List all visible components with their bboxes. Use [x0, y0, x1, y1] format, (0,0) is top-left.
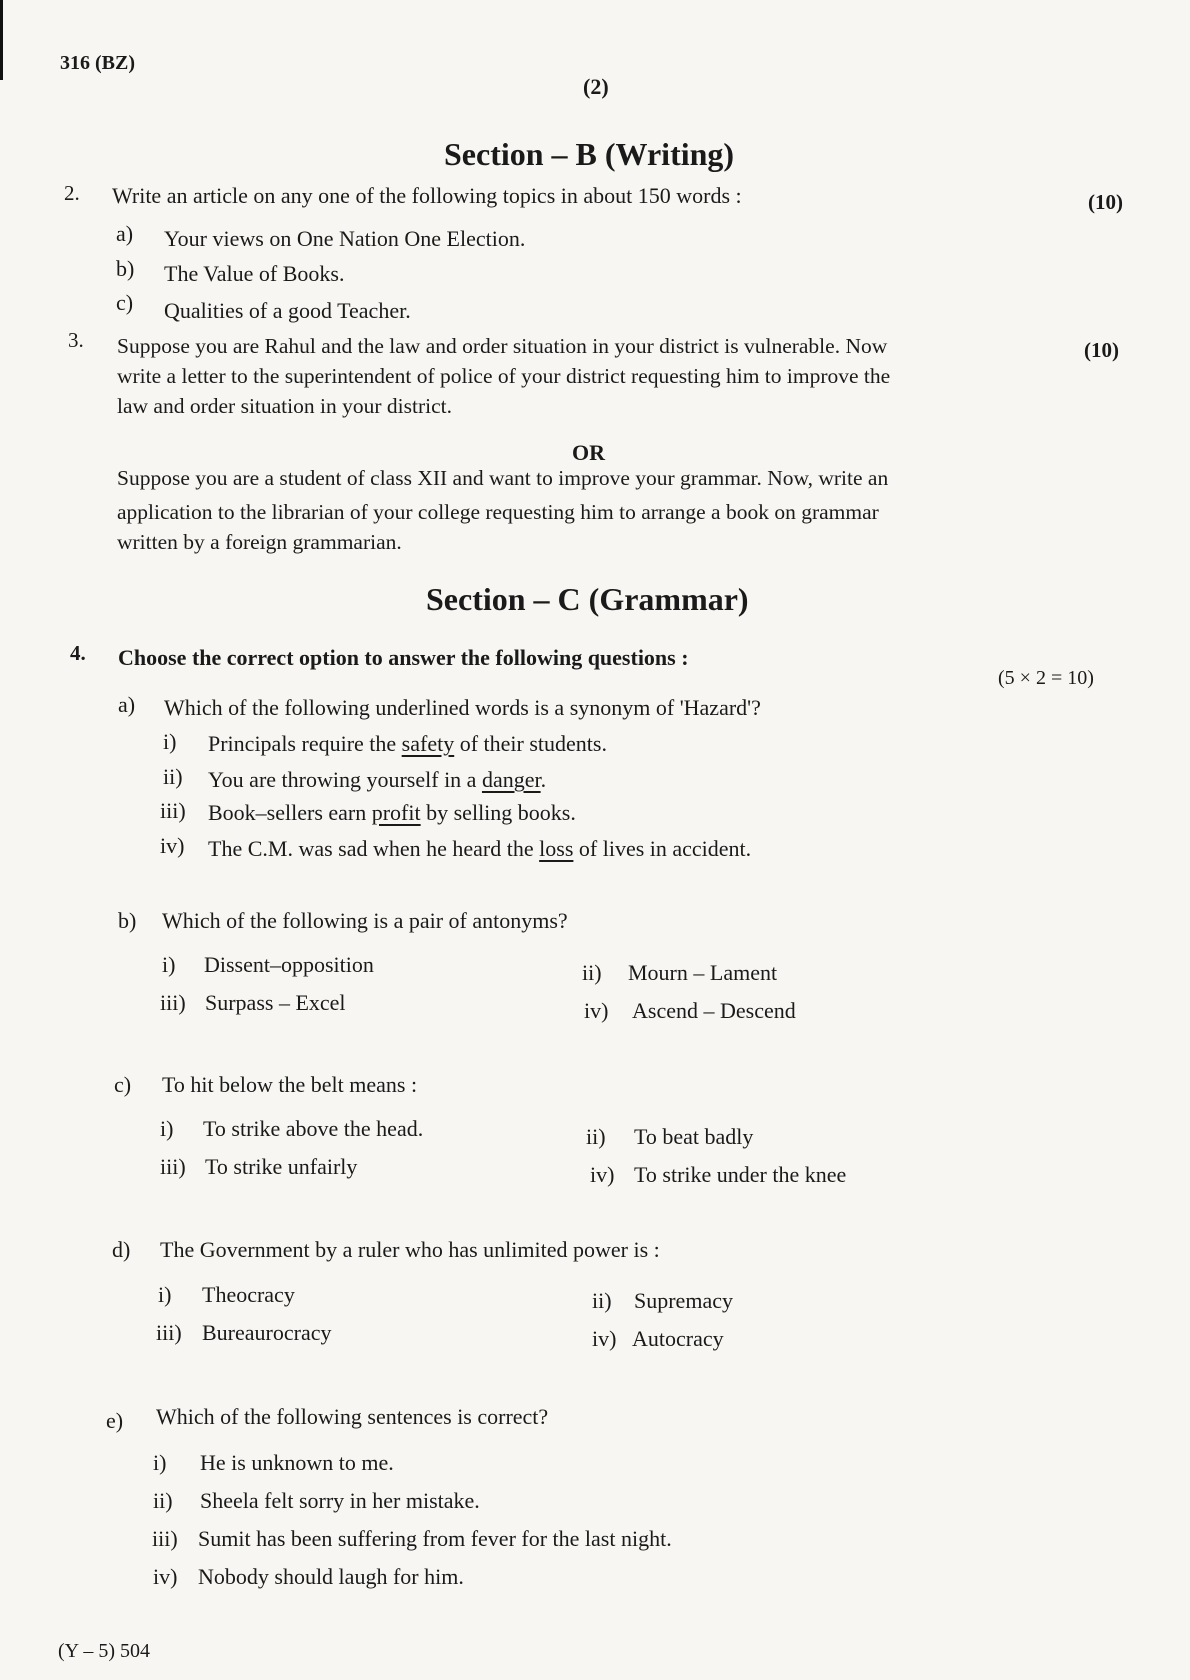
q2-number: 2. — [64, 181, 80, 205]
q2-text: Write an article on any one of the following topics in about 150 words : — [112, 183, 742, 208]
option-text: The C.M. was sad when he heard the — [208, 836, 534, 861]
q4e-option-label: i) — [153, 1450, 167, 1475]
footer-code: (Y – 5) 504 — [58, 1640, 151, 1662]
q2-option-text: The Value of Books. — [164, 261, 345, 286]
page-number: (2) — [583, 74, 609, 99]
q4b-option-text: Surpass – Excel — [205, 990, 346, 1015]
q2-option-label: c) — [116, 290, 134, 315]
q4a-option — [208, 731, 607, 757]
q4e-option-text: Sheela felt sorry in her mistake. — [200, 1488, 480, 1513]
q4b-option-label: iv) — [584, 998, 609, 1023]
q4b-option-label: iii) — [160, 990, 186, 1015]
q4d-option-label: iv) — [592, 1326, 617, 1351]
q4d-option-text: Theocracy — [202, 1282, 295, 1307]
q4a-text: Which of the following underlined words is a synonym of 'Hazard'? — [164, 695, 761, 720]
q4c-label: c) — [114, 1072, 132, 1097]
q4d-option-text: Bureaurocracy — [202, 1320, 332, 1345]
q4a-option-label: i) — [163, 729, 177, 754]
q4e-option-text: Nobody should laugh for him. — [198, 1564, 464, 1589]
q4d-option-label: iii) — [156, 1320, 182, 1345]
q4c-option-label: iv) — [590, 1162, 615, 1187]
q4d-label: d) — [112, 1237, 131, 1262]
q4-number: 4. — [70, 641, 86, 665]
option-text: Principals require the — [208, 731, 397, 756]
section-b-title: Section – B (Writing) — [444, 136, 735, 172]
q4c-option-text: To strike above the head. — [203, 1116, 424, 1141]
q4a-label: a) — [118, 692, 136, 717]
q4c-option-text: To strike unfairly — [205, 1154, 358, 1179]
scan-edge — [0, 0, 3, 80]
q4b-option-label: i) — [162, 952, 176, 977]
option-text: of their students. — [459, 731, 607, 756]
q4e-option-label: ii) — [153, 1488, 173, 1513]
q4b-label: b) — [118, 908, 137, 933]
q2-option-text: Qualities of a good Teacher. — [164, 298, 411, 323]
q2-option-label: b) — [116, 256, 135, 281]
q3-number: 3. — [68, 328, 84, 352]
q4b-option-text: Mourn – Lament — [628, 960, 778, 985]
q4c-option-label: iii) — [160, 1154, 186, 1179]
q4-text: Choose the correct option to answer the following questions : — [118, 645, 689, 670]
q4e-text: Which of the following sentences is correct? — [156, 1404, 549, 1429]
q4e-option-label: iv) — [153, 1564, 178, 1589]
q4d-option-text: Supremacy — [634, 1288, 733, 1313]
q4-marks: (5 × 2 = 10) — [998, 667, 1094, 689]
q4d-text: The Government by a ruler who has unlimited power is : — [160, 1237, 660, 1262]
option-text: Book–sellers earn — [208, 800, 367, 825]
q4c-option-text: To beat badly — [634, 1124, 754, 1149]
underlined-word: safety — [401, 731, 455, 756]
q4e-option-label: iii) — [152, 1526, 178, 1551]
q4c-option-label: i) — [160, 1116, 174, 1141]
paper-code: 316 (BZ) — [60, 52, 135, 74]
q4a-option-label: iv) — [160, 833, 185, 858]
underlined-word: loss — [539, 836, 574, 861]
q4c-option-text: To strike under the knee — [634, 1162, 847, 1187]
underlined-word: danger — [481, 767, 541, 792]
q4b-option-text: Ascend – Descend — [632, 998, 796, 1023]
q4e-label: e) — [106, 1408, 124, 1433]
option-text: You are throwing yourself in a — [208, 767, 477, 792]
q3-alt-line: Suppose you are a student of class XII and want to improve your grammar. Now, write an — [117, 466, 889, 490]
q3-line: Suppose you are Rahul and the law and order situation in your district is vulnerable. Now — [117, 334, 888, 358]
option-text: . — [540, 767, 547, 792]
q4c-option-label: ii) — [586, 1124, 606, 1149]
q3-line: law and order situation in your district. — [117, 394, 452, 418]
q3-alt-line: written by a foreign grammarian. — [117, 530, 402, 554]
q4b-option-label: ii) — [582, 960, 602, 985]
q4a-option-label: ii) — [163, 764, 183, 789]
q4b-text: Which of the following is a pair of antonyms? — [162, 908, 568, 933]
q4c-text: To hit below the belt means : — [162, 1072, 418, 1097]
q2-option-text: Your views on One Nation One Election. — [164, 226, 526, 251]
underlined-word: profit — [371, 800, 421, 825]
q4b-option-text: Dissent–opposition — [204, 952, 374, 977]
q4a-option — [208, 767, 546, 793]
q4d-option-label: i) — [158, 1282, 172, 1307]
q4d-option-label: ii) — [592, 1288, 612, 1313]
or-divider: OR — [572, 440, 605, 465]
q4d-option-text: Autocracy — [632, 1326, 724, 1351]
q2-option-label: a) — [116, 221, 134, 246]
q4a-option — [208, 836, 751, 862]
q4e-option-text: Sumit has been suffering from fever for the last night. — [198, 1526, 672, 1551]
q4a-option-label: iii) — [160, 798, 186, 823]
q3-marks: (10) — [1084, 338, 1119, 362]
option-text: by selling books. — [426, 800, 576, 825]
q4a-option — [208, 800, 576, 826]
q3-line: write a letter to the superintendent of police of your district requesting him to improve the — [117, 364, 891, 388]
q3-alt-line: application to the librarian of your college requesting him to arrange a book on grammar — [117, 500, 879, 524]
q4e-option-text: He is unknown to me. — [200, 1450, 394, 1475]
option-text: of lives in accident. — [578, 836, 752, 861]
section-c-title: Section – C (Grammar) — [426, 581, 749, 617]
q2-marks: (10) — [1088, 190, 1123, 214]
